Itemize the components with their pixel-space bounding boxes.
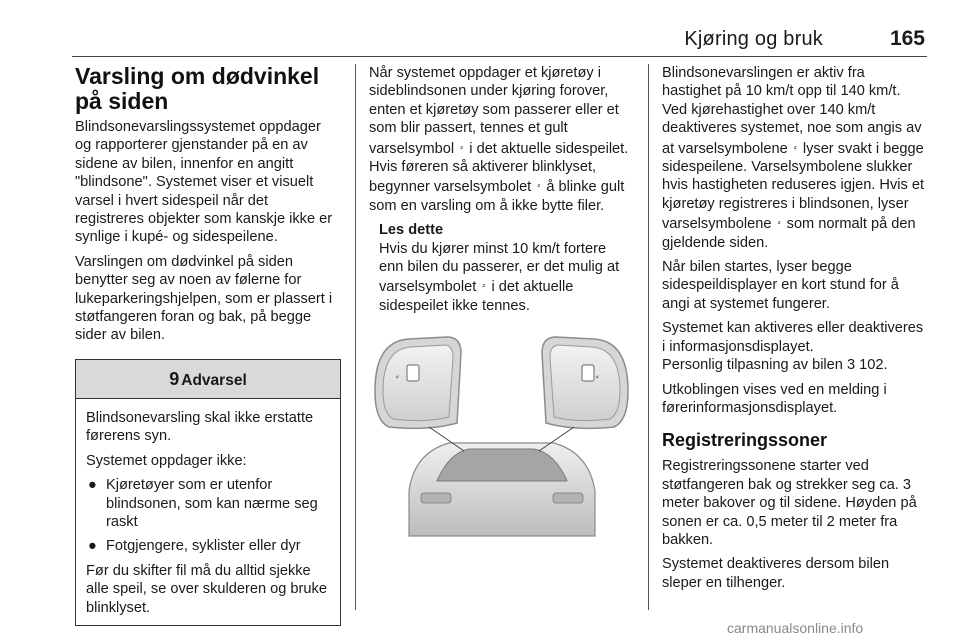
paragraph: Systemet deaktiveres dersom bilen sleper en tilhenger.	[662, 556, 890, 591]
paragraph: Blindsonevarslingssystemet oppdager og rapporterer gjenstander på en av sidene av bilen, innenfor en angitt "blindsone". Systemet viser et visuelt varsel i hvert sidespeil når det registreres objekter som kanskje ikke er synlige i kupé- og sidespeilene.	[75, 119, 333, 246]
paragraph: Blindsonevarslingen er aktiv fra hastighet på 10 km/t opp til 140 km/t. Ved kjørehastighet over 140 km/t deaktiveres systemet, noe som angis av at varselsymbolene ⸗ lyser svakt i begge sidespeilene. Varselsymbolene slukker hvis hastigheten reduseres igjen. Hvis et kjøretøy registreres i blindsonen, lyser varselsymbolene ⸗ som normalt på den gjeldende siden.	[662, 65, 925, 251]
list-item: ● Fotgjengere, syklister eller dyr	[88, 538, 301, 555]
paragraph: Systemet kan aktiveres eller deaktiveres i informasjonsdisplayet.	[662, 320, 924, 355]
note-title: Les dette	[379, 222, 444, 239]
column-divider	[355, 64, 356, 610]
blind-spot-symbol-icon: ⸗	[777, 217, 781, 228]
page-reference-link[interactable]: 102.	[859, 357, 888, 374]
subheading: Registreringssoner	[662, 430, 828, 451]
svg-text:⸗: ⸗	[596, 372, 599, 382]
section-title: Kjøring og bruk	[684, 28, 823, 50]
column-divider	[648, 64, 649, 610]
warning-body	[76, 399, 340, 625]
paragraph: Varslingen om dødvinkel på siden benytter seg av noen av følerne for lukeparkeringshjelpen, som er plassert i støtfangeren foran og bak, på begge sider av bilen.	[75, 253, 333, 344]
paragraph: Hvis du kjører minst 10 km/t fortere enn bilen du passerer, er det mulig at varselsymbolet ⸗ i det aktuelle sidespeilet ikke tennes.	[379, 240, 620, 314]
paragraph: Blindsonevarsling skal ikke erstatte førerens syn.	[86, 409, 314, 445]
watermark: carmanualsonline.info	[727, 620, 864, 636]
list-item: ● Kjøretøyer som er utenfor blindsonen, som kan nærme seg raskt	[88, 477, 318, 530]
blind-spot-symbol-icon: ⸗	[482, 280, 486, 291]
bullet-icon: ●	[88, 538, 97, 555]
column-2	[369, 64, 634, 546]
note-box	[379, 221, 634, 315]
paragraph: Utkoblingen vises ved en melding i førerinformasjonsdisplayet.	[662, 381, 887, 416]
paragraph: Når bilen startes, lyser begge sidespeildisplayer en kort stund for å angi at systemet fungerer.	[662, 259, 899, 312]
section-heading: Varsling om dødvinkel på siden	[75, 63, 320, 114]
mirrors-illustration	[369, 331, 634, 541]
bullet-list	[86, 476, 330, 556]
paragraph: Registreringssonene starter ved støtfangeren bak og strekker seg ca. 3 meter bakover og til sidene. Høyden på sonen er ca. 0,5 meter til 2 meter fra bakken.	[662, 458, 917, 548]
column-3	[662, 64, 928, 598]
page-header	[72, 26, 927, 57]
warning-title: Advarsel	[181, 371, 247, 389]
paragraph: Personlig tilpasning av bilen 3 102.	[662, 357, 888, 374]
paragraph: Før du skifter fil må du alltid sjekke alle speil, se over skulderen og bruke blinklyset.	[86, 562, 327, 616]
column-1	[75, 64, 341, 626]
page-reference-icon: 3	[846, 357, 856, 374]
warning-icon: 9	[169, 368, 180, 389]
bullet-icon: ●	[88, 477, 97, 494]
blind-spot-symbol-icon: ⸗	[460, 141, 464, 152]
svg-text:⸗: ⸗	[396, 372, 399, 382]
blind-spot-symbol-icon: ⸗	[793, 141, 797, 152]
warning-header	[76, 360, 340, 399]
blind-spot-symbol-icon: ⸗	[537, 180, 541, 191]
paragraph: Systemet oppdager ikke:	[86, 452, 247, 469]
paragraph: Når systemet oppdager et kjøretøy i sideblindsonen under kjøring forover, enten et kjøretøy som passerer eller et som blir passert, tennes et gult varselsymbol ⸗ i det aktuelle sidespeilet. Hvis føreren så aktiverer blinklyset, begynner varselsymbolet ⸗ å blinke gult som en varsling om å ikke bytte filer.	[369, 65, 629, 214]
page-number: 165	[889, 27, 925, 50]
warning-box	[75, 359, 341, 626]
